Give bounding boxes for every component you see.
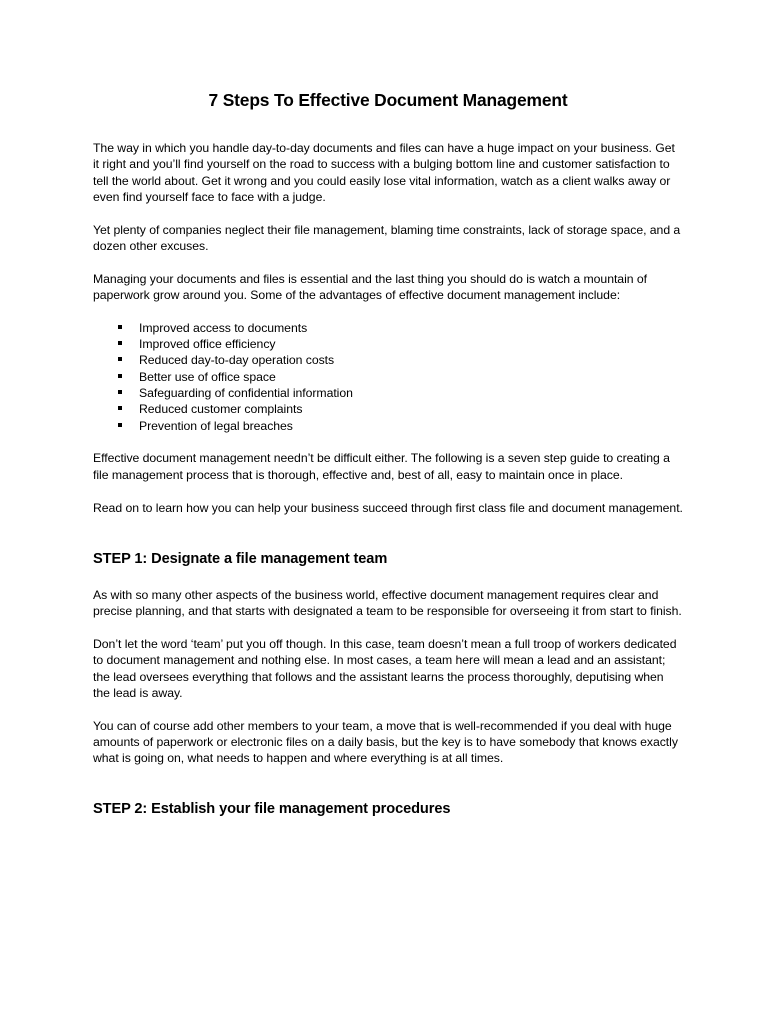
document-title: 7 Steps To Effective Document Management — [208, 90, 568, 110]
list-item — [93, 385, 683, 401]
list-item-text: Safeguarding of confidential information — [139, 386, 353, 401]
square-bullet-icon — [118, 374, 122, 378]
square-bullet-icon — [118, 357, 122, 361]
list-item-text: Prevention of legal breaches — [139, 418, 293, 433]
intro-paragraph: Managing your documents and files is essential and the last thing you should do is watch a mountain of paperwork grow around you. Some of the advantages of effective document management include: — [93, 271, 647, 303]
list-item — [93, 418, 683, 434]
step-1-paragraph: You can of course add other members to your team, a move that is well-recommended if you deal with huge amounts of paperwork or electronic files on a daily basis, but the key is to have somebody that knows exactly what is going on, what needs to happen and where everything is at all times. — [93, 718, 678, 766]
list-item — [93, 320, 683, 336]
step-1-heading: STEP 1: Designate a file management team — [93, 550, 388, 567]
body-paragraph: Read on to learn how you can help your business succeed through first class file and document management. — [93, 500, 683, 515]
list-item-text: Better use of office space — [139, 369, 276, 384]
body-paragraph: Effective document management needn’t be difficult either. The following is a seven step guide to creating a file management process that is thorough, effective and, best of all, easy to maintain once in place. — [93, 451, 670, 482]
square-bullet-icon — [118, 325, 122, 329]
list-item-text: Reduced customer complaints — [139, 402, 303, 417]
list-item-text: Improved office efficiency — [139, 337, 276, 352]
advantages-list — [93, 320, 683, 434]
square-bullet-icon — [118, 423, 122, 427]
square-bullet-icon — [118, 406, 122, 410]
square-bullet-icon — [118, 341, 122, 345]
list-item — [93, 336, 683, 352]
square-bullet-icon — [118, 390, 122, 394]
list-item-text: Improved access to documents — [139, 320, 308, 335]
step-1-paragraph: As with so many other aspects of the business world, effective document management requires clear and precise planning, and that starts with designated a team to be responsible for overseeing it from start to finish. — [93, 587, 682, 619]
intro-paragraph: The way in which you handle day-to-day documents and files can have a huge impact on your business. Get it right and you’ll find yourself on the road to success with a bulging bottom line and customer satisfaction to tell the world about. Get it wrong and you could easily lose vital information, watch as a client walks away or even find yourself face to face with a judge. — [93, 141, 675, 204]
list-item — [93, 352, 683, 368]
list-item — [93, 369, 683, 385]
step-2-heading: STEP 2: Establish your file management procedures — [93, 800, 451, 817]
step-1-paragraph: Don’t let the word ‘team’ put you off though. In this case, team doesn’t mean a full troop of workers dedicated to document management and nothing else. In most cases, a team here will mean a lead and an assistant; the lead oversees everything that follows and the assistant learns the process thoroughly, deputising when the lead is away. — [93, 636, 677, 700]
list-item — [93, 401, 683, 417]
list-item-text: Reduced day-to-day operation costs — [139, 353, 335, 368]
document-body — [93, 88, 683, 837]
intro-paragraph: Yet plenty of companies neglect their file management, blaming time constraints, lack of storage space, and a dozen other excuses. — [93, 222, 681, 253]
